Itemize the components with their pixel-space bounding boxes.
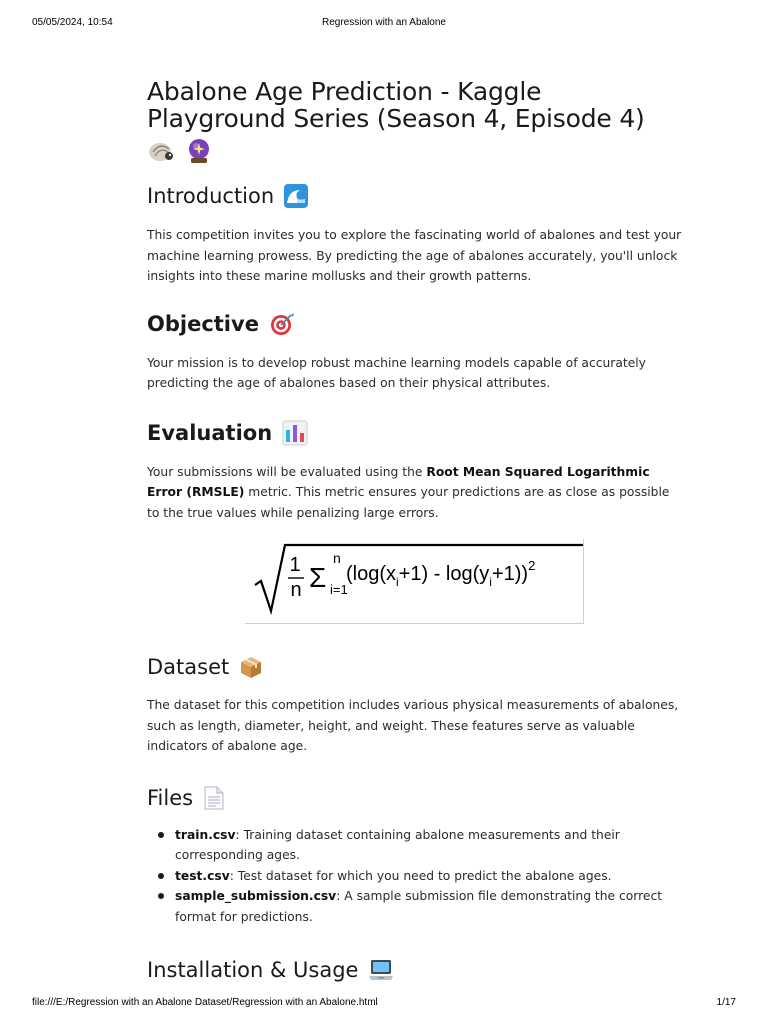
evaluation-text-after: metric. This metric ensures your predictions are as close as possible to the true values while penalizing large errors. <box>147 485 670 520</box>
formula-sum-upper: n <box>333 550 341 566</box>
formula-sigma: Σ <box>309 562 327 593</box>
list-item <box>147 825 682 866</box>
list-item <box>147 866 682 887</box>
laptop-icon <box>368 958 394 982</box>
files-list <box>147 825 682 928</box>
print-datetime: 05/05/2024, 10:54 <box>32 17 113 28</box>
print-page-title: Regression with an Abalone <box>322 17 446 28</box>
evaluation-text-before: Your submissions will be evaluated using the <box>147 464 427 479</box>
title-emojis <box>147 136 682 166</box>
article <box>147 78 682 985</box>
evaluation-text <box>147 462 682 524</box>
print-page-number: 1/17 <box>716 997 736 1008</box>
page-title <box>147 78 682 132</box>
formula-denominator: n <box>290 579 302 601</box>
metric-name: Root Mean Squared Logarithmic Error (RMSLE) <box>147 464 650 499</box>
print-footer <box>32 997 736 1011</box>
dataset-heading <box>147 652 682 682</box>
evaluation-heading-text: Evaluation <box>147 420 273 445</box>
installation-heading-text: Installation & Usage <box>147 958 359 982</box>
file-description: : Test dataset for which you need to predict the abalone ages. <box>229 868 612 883</box>
objective-heading-text: Objective <box>147 311 259 336</box>
file-name: train.csv <box>175 827 236 842</box>
target-icon <box>269 311 295 337</box>
formula-sum-lower: i=1 <box>330 582 348 597</box>
dataset-heading-text: Dataset <box>147 655 230 679</box>
shell-icon <box>147 137 175 165</box>
introduction-heading <box>147 181 682 211</box>
file-name: test.csv <box>175 868 230 883</box>
file-name: sample_submission.csv <box>175 889 337 903</box>
files-heading-text: Files <box>147 785 194 810</box>
rmsle-formula <box>245 539 584 624</box>
introduction-text: This competition invites you to explore the fascinating world of abalones and test your machine learning prowess. By predicting the age of abalones accurately, you'll unlock insights into these marine mollusks and their growth patterns. <box>147 228 682 283</box>
files-heading <box>147 783 682 813</box>
objective-text: Your mission is to develop robust machine learning models capable of accurately predicting the age of abalones based on their physical attributes. <box>147 355 646 390</box>
page-title-line1: Abalone Age Prediction - Kaggle <box>147 77 542 106</box>
objective-heading <box>147 309 682 339</box>
crystal-ball-icon <box>185 137 213 165</box>
file-description: : Training dataset containing abalone measurements and their corresponding ages. <box>175 827 620 862</box>
bar-chart-icon <box>282 420 308 446</box>
print-header <box>32 17 736 31</box>
evaluation-heading <box>147 418 682 448</box>
formula-body: $(\log(x_i+1) - \log(y_i+1))^2$ <box>346 558 536 589</box>
print-file-url: file:///E:/Regression with an Abalone Dataset/Regression with an Abalone.html <box>32 997 378 1008</box>
document-icon <box>203 786 225 810</box>
page-title-line2: Playground Series (Season 4, Episode 4) <box>147 104 645 133</box>
file-description: : A sample submission file demonstrating the correct format for predictions. <box>175 889 663 924</box>
wave-icon <box>284 184 308 208</box>
introduction-heading-text: Introduction <box>147 184 275 208</box>
package-icon <box>239 655 263 679</box>
list-item <box>147 886 682 927</box>
dataset-text: The dataset for this competition includes various physical measurements of abalones, such as length, diameter, height, and weight. These features serve as valuable indicators of abalone age. <box>147 698 679 753</box>
formula-numerator: 1 <box>289 554 301 576</box>
installation-heading <box>147 955 682 985</box>
